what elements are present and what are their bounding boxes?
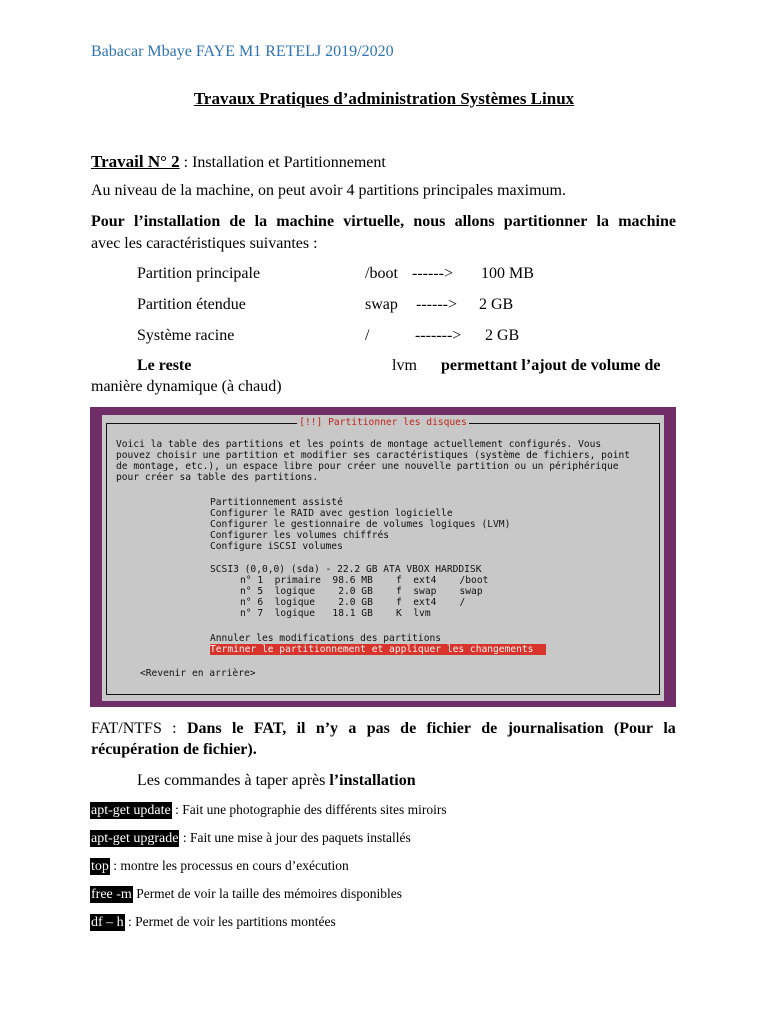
word: machine	[276, 213, 335, 230]
command-desc: : Permet de voir les partitions montées	[124, 914, 336, 929]
command-desc: : montre les processus en cours d’exécution	[109, 858, 349, 873]
word: virtuelle,	[343, 213, 405, 230]
word: FAT,	[253, 720, 287, 737]
word: partitionner	[503, 213, 588, 230]
menu-item-raid[interactable]: Configurer le RAID avec gestion logicielle	[210, 508, 453, 519]
command-item	[90, 802, 447, 819]
word: l’installation	[133, 213, 221, 230]
word: pas	[366, 720, 390, 737]
document-header: Babacar Mbaye FAYE M1 RETELJ 2019/2020	[91, 43, 394, 60]
reste-desc: permettant l’ajout de volume de	[441, 357, 661, 374]
intro-line: Voici la table des partitions et les points de montage actuellement configurés. Vous	[116, 439, 602, 450]
partition-row	[0, 327, 768, 347]
command-item	[90, 858, 349, 875]
paragraph-partitions-max: Au niveau de la machine, on peut avoir 4 partitions principales maximum.	[91, 182, 566, 199]
word: de	[400, 720, 417, 737]
partition-mount: swap	[365, 296, 398, 313]
installer-screenshot	[90, 407, 676, 707]
back-button[interactable]: <Revenir en arrière>	[140, 668, 256, 679]
command-name: free -m	[91, 887, 132, 902]
fat-line1	[91, 720, 676, 738]
partition-entry[interactable]: n° 5 logique 2.0 GB f swap swap	[240, 586, 483, 597]
command-name: df – h	[91, 915, 124, 930]
disk-entry[interactable]: SCSI3 (0,0,0) (sda) - 22.2 GB ATA VBOX HARDDISK	[210, 564, 482, 575]
word: machine	[618, 213, 676, 230]
partition-arrow: ------>	[412, 265, 453, 282]
fat-line2: récupération de fichier).	[91, 741, 257, 758]
command-name: top	[91, 859, 109, 874]
reste-label: Le reste	[137, 357, 192, 374]
word: Pour	[91, 213, 125, 230]
work-text: : Installation et Partitionnement	[179, 154, 386, 171]
word: de	[229, 213, 246, 230]
reste-row	[0, 357, 768, 377]
partition-row	[0, 265, 768, 285]
partition-name: Partition étendue	[137, 296, 246, 313]
partition-arrow: ------->	[415, 327, 462, 344]
partition-size: 100 MB	[481, 265, 534, 282]
partition-entry[interactable]: n° 6 logique 2.0 GB f ext4 /	[240, 597, 466, 608]
word: le	[231, 720, 244, 737]
partition-arrow: ------>	[416, 296, 457, 313]
partition-name: Partition principale	[137, 265, 261, 282]
word: la	[596, 213, 609, 230]
command-desc: : Fait une photographie des différents sites miroirs	[171, 802, 447, 817]
paragraph-install-line1	[91, 213, 676, 231]
menu-item-assisted[interactable]: Partitionnement assisté	[210, 497, 343, 508]
partition-mount: /boot	[365, 265, 398, 282]
reste-line2: manière dynamique (à chaud)	[91, 378, 282, 395]
word: (Pour	[613, 720, 654, 737]
word: :	[172, 720, 177, 737]
word: de	[481, 720, 498, 737]
word: a	[348, 720, 357, 737]
partition-dialog	[102, 415, 664, 701]
command-item	[90, 914, 336, 931]
command-item	[90, 830, 411, 847]
commands-intro-bold: l’installation	[329, 772, 416, 789]
commands-intro	[137, 772, 416, 790]
partition-name: Système racine	[137, 327, 235, 344]
word: FAT/NTFS	[91, 720, 162, 737]
word: fichier	[426, 720, 471, 737]
partition-entry[interactable]: n° 7 logique 18.1 GB K lvm	[240, 608, 431, 619]
word: journalisation	[507, 720, 604, 737]
work-heading	[91, 152, 386, 172]
paragraph-install-line2: avec les caractéristiques suivantes :	[91, 235, 318, 252]
dialog-title: [!!] Partitionner les disques	[299, 417, 467, 428]
word: la	[254, 213, 268, 230]
intro-line: pouvez choisir une partition et modifier ses caractéristiques (système de fichiers, point	[116, 450, 631, 461]
word: Dans	[186, 720, 222, 737]
partition-size: 2 GB	[485, 327, 520, 344]
command-name: apt-get update	[91, 803, 171, 818]
menu-item-iscsi[interactable]: Configure iSCSI volumes	[210, 541, 343, 552]
command-name: apt-get upgrade	[91, 831, 179, 846]
word: n’y	[315, 720, 339, 737]
word: il	[296, 720, 306, 737]
command-item	[90, 886, 402, 903]
partition-row	[0, 296, 768, 316]
menu-item-finish[interactable]: Terminer le partitionnement et appliquer les changements	[210, 644, 546, 655]
intro-line: pour créer sa table des partitions.	[116, 472, 319, 483]
partition-mount: /	[365, 327, 370, 344]
menu-item-encrypted[interactable]: Configurer les volumes chiffrés	[210, 530, 390, 541]
command-desc: : Fait une mise à jour des paquets installés	[179, 830, 411, 845]
word: nous	[413, 213, 446, 230]
partition-entry[interactable]: n° 1 primaire 98.6 MB f ext4 /boot	[240, 575, 489, 586]
document-title: Travaux Pratiques d’administration Systèmes Linux	[193, 89, 575, 108]
word: la	[663, 720, 676, 737]
menu-item-lvm[interactable]: Configurer le gestionnaire de volumes logiques (LVM)	[210, 519, 511, 530]
reste-lvm: lvm	[392, 357, 417, 374]
work-label: Travail N° 2	[91, 152, 180, 171]
partition-size: 2 GB	[479, 296, 514, 313]
commands-intro-text: Les commandes à taper après	[137, 772, 330, 789]
menu-item-undo[interactable]: Annuler les modifications des partitions	[210, 633, 442, 644]
intro-line: de montage, etc.), un espace libre pour créer une nouvelle partition ou un périphérique	[116, 461, 619, 472]
command-desc: Permet de voir la taille des mémoires disponibles	[132, 886, 403, 901]
word: allons	[454, 213, 495, 230]
